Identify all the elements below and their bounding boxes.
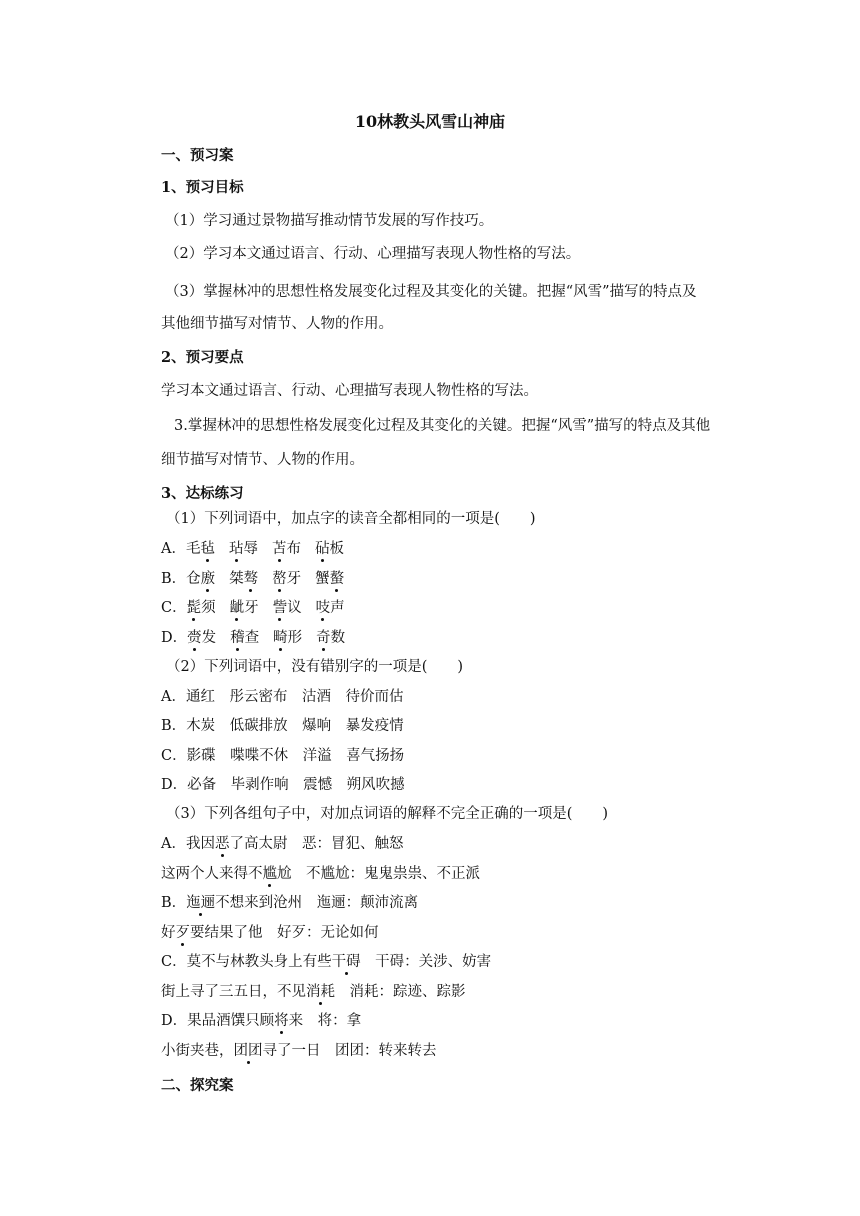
goal-item-1: （1）学习通过景物描写推动情节发展的写作技巧。 xyxy=(165,213,494,229)
question-1-stem: （1）下列词语中，加点字的读音全都相同的一项是( ) xyxy=(166,511,536,527)
question-3-option-c-line-1: C．莫不与林教头身上有些干碍 干碍：关涉、妨害 xyxy=(161,954,492,970)
section-heading-inquiry: 二、探究案 xyxy=(161,1077,234,1094)
question-3-option-b-line-2: 好歹要结果了他 好歹：无论如何 xyxy=(161,925,379,941)
question-3-option-a-line-1: A．我因恶了高太尉 恶：冒犯、触怒 xyxy=(161,836,404,852)
key-point-2-line-2: 细节描写对情节、人物的作用。 xyxy=(161,452,364,468)
question-3-option-d-line-1: D．果品酒馔只顾将来 将：拿 xyxy=(161,1013,362,1029)
question-2-option-c: C．影碟 喋喋不休 洋溢 喜气扬扬 xyxy=(161,748,405,764)
document-title: 10林教头风雪山神庙 xyxy=(354,112,506,131)
question-3-stem: （3）下列各组句子中，对加点词语的解释不完全正确的一项是( ) xyxy=(166,806,609,822)
question-1-option-b: B．仓廒 桀骜 嶅牙 蟹螯 xyxy=(161,571,345,587)
question-3-option-a-line-2: 这两个人来得不尴尬 不尴尬：鬼鬼祟祟、不正派 xyxy=(161,866,480,882)
question-2-option-b: B．木炭 低碳排放 爆响 暴发疫情 xyxy=(161,718,404,734)
question-1-option-a: A．毛毡 玷辱 苫布 砧板 xyxy=(161,541,344,557)
question-2-stem: （2）下列词语中，没有错别字的一项是( ) xyxy=(166,659,464,675)
key-point-1: 学习本文通过语言、行动、心理描写表现人物性格的写法。 xyxy=(161,383,538,399)
subsection-heading-goals: 1、预习目标 xyxy=(161,179,244,196)
goal-item-2: （2）学习本文通过语言、行动、心理描写表现人物性格的写法。 xyxy=(165,246,581,262)
section-heading-preview: 一、预习案 xyxy=(161,147,234,164)
goal-item-3-line-1: （3）掌握林冲的思想性格发展变化过程及其变化的关键。把握“风雪”描写的特点及 xyxy=(165,284,697,300)
question-2-option-d: D．必备 毕剥作响 震憾 朔风吹撼 xyxy=(161,777,405,793)
question-3-option-d-line-2: 小街夹巷，团团寻了一日 团团：转来转去 xyxy=(161,1043,437,1059)
question-3-option-b-line-1: B．迤逦不想来到沧州 迤逦：颠沛流离 xyxy=(161,895,419,911)
key-point-2-line-1: 3.掌握林冲的思想性格发展变化过程及其变化的关键。把握“风雪”描写的特点及其他 xyxy=(174,418,711,434)
question-3-option-c-line-2: 街上寻了三五日，不见消耗 消耗：踪迹、踪影 xyxy=(161,984,466,1000)
subsection-heading-exercises: 3、达标练习 xyxy=(161,485,244,502)
subsection-heading-key-points: 2、预习要点 xyxy=(161,349,244,366)
question-1-option-d: D．赍发 稽查 畸形 奇数 xyxy=(161,630,346,646)
question-1-option-c: C．髭须 龇牙 訾议 吱声 xyxy=(161,600,345,616)
goal-item-3-line-2: 其他细节描写对情节、人物的作用。 xyxy=(161,316,393,332)
question-2-option-a: A．通红 彤云密布 沽酒 待价而估 xyxy=(161,689,404,705)
